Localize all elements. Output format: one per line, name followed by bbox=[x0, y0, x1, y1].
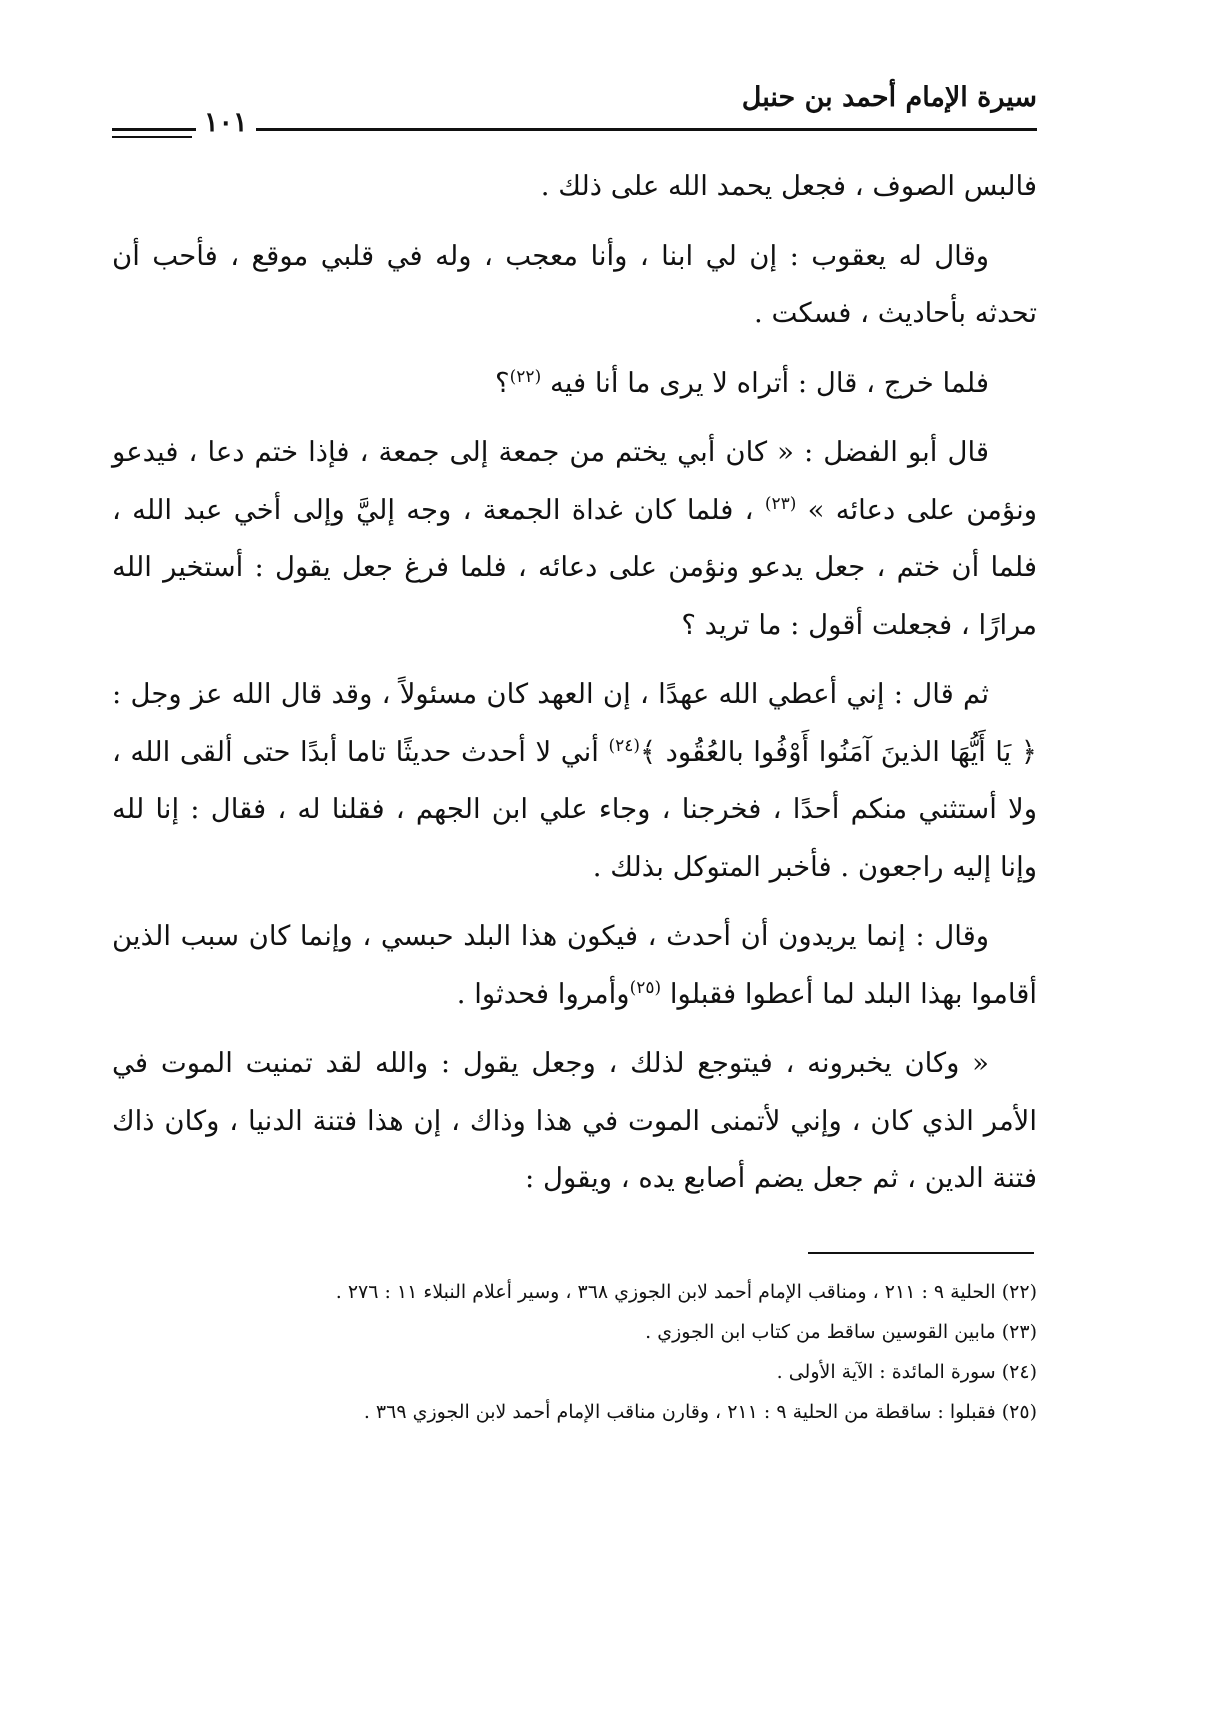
paragraph-text: فلما خرج ، قال : أتراه لا يرى ما أنا فيه bbox=[549, 366, 989, 399]
footnote-ref: (٢٢) bbox=[509, 366, 542, 387]
paragraph-text: ؟ bbox=[495, 366, 510, 399]
footnote-ref: (٢٥) bbox=[629, 977, 662, 998]
paragraph-text: أني لا أحدث حديثًا تاما أبدًا حتى ألقى الله ، ولا أستثني منكم أحدًا ، فخرجنا ، وجاء علي ابن الجهم ، فقلنا له ، فقال : إنا لله وإنا إليه راجعون . فأخبر المتوكل بذلك . bbox=[112, 735, 1037, 883]
footnotes bbox=[120, 1272, 1037, 1432]
paragraph-text: ثم قال : إني أعطي الله عهدًا ، إن العهد كان مسئولاً ، وقد قال الله عز وجل : ﴿ يَا أَيُّهَا الذينَ آمَنُوا أَوْفُوا بالعُقُود ﴾ bbox=[112, 678, 1037, 768]
paragraph bbox=[112, 424, 1037, 654]
page-number: ١٠١ bbox=[196, 107, 256, 138]
main-text bbox=[112, 158, 1037, 1220]
header-rule-secondary bbox=[112, 136, 192, 138]
paragraph bbox=[112, 666, 1037, 896]
footnote: (٢٤) سورة المائدة : الآية الأولى . bbox=[776, 1361, 1037, 1383]
paragraph bbox=[112, 355, 1037, 413]
paragraph-text: قال أبو الفضل : « كان أبي يختم من جمعة إلى جمعة ، فإذا ختم دعا ، فيدعو ونؤمن على دعائه » bbox=[112, 436, 1038, 526]
running-title: سيرة الإمام أحمد بن حنبل bbox=[741, 82, 1037, 113]
paragraph: « وكان يخبرونه ، فيتوجع لذلك ، وجعل يقول : والله لقد تمنيت الموت في الأمر الذي كان ، وإني لأتمنى الموت في هذا وذاك ، إن هذا فتنة الدنيا ، وكان ذاك فتنة الدين ، ثم جعل يضم أصابع يده ، ويقول : bbox=[112, 1047, 1037, 1194]
footnote-separator bbox=[808, 1252, 1034, 1254]
footnote-ref: (٢٤) bbox=[608, 735, 641, 756]
footnote: (٢٥) فقبلوا : ساقطة من الحلية ٩ : ٢١١ ، وقارن مناقب الإمام أحمد لابن الجوزي ٣٦٩ . bbox=[363, 1401, 1037, 1423]
footnote: (٢٢) الحلية ٩ : ٢١١ ، ومناقب الإمام أحمد لابن الجوزي ٣٦٨ ، وسير أعلام النبلاء ١١ : ٢٧٦ . bbox=[335, 1281, 1037, 1303]
paragraph-text: وأمروا فحدثوا . bbox=[456, 977, 630, 1010]
paragraph-text: ، فلما كان غداة الجمعة ، وجه إليَّ وإلى أخي عبد الله ، فلما أن ختم ، جعل يدعو ونؤمن على دعائه ، فلما فرغ جعل يقول : أستخير الله مرارًا ، فجعلت أقول : ما تريد ؟ bbox=[112, 493, 1037, 641]
paragraph: فالبس الصوف ، فجعل يحمد الله على ذلك . bbox=[540, 170, 1037, 202]
paragraph bbox=[112, 908, 1037, 1023]
footnote-ref: (٢٣) bbox=[764, 493, 797, 514]
paragraph-text: وقال : إنما يريدون أن أحدث ، فيكون هذا البلد حبسي ، وإنما كان سبب الذين أقاموا بهذا البلد لما أعطوا فقبلوا bbox=[112, 920, 1037, 1010]
footnote: (٢٣) مابين القوسين ساقط من كتاب ابن الجوزي . bbox=[645, 1321, 1037, 1343]
paragraph: وقال له يعقوب : إن لي ابنا ، وأنا معجب ، وله في قلبي موقع ، فأحب أن تحدثه بأحاديث ، فسكت . bbox=[112, 239, 1037, 329]
